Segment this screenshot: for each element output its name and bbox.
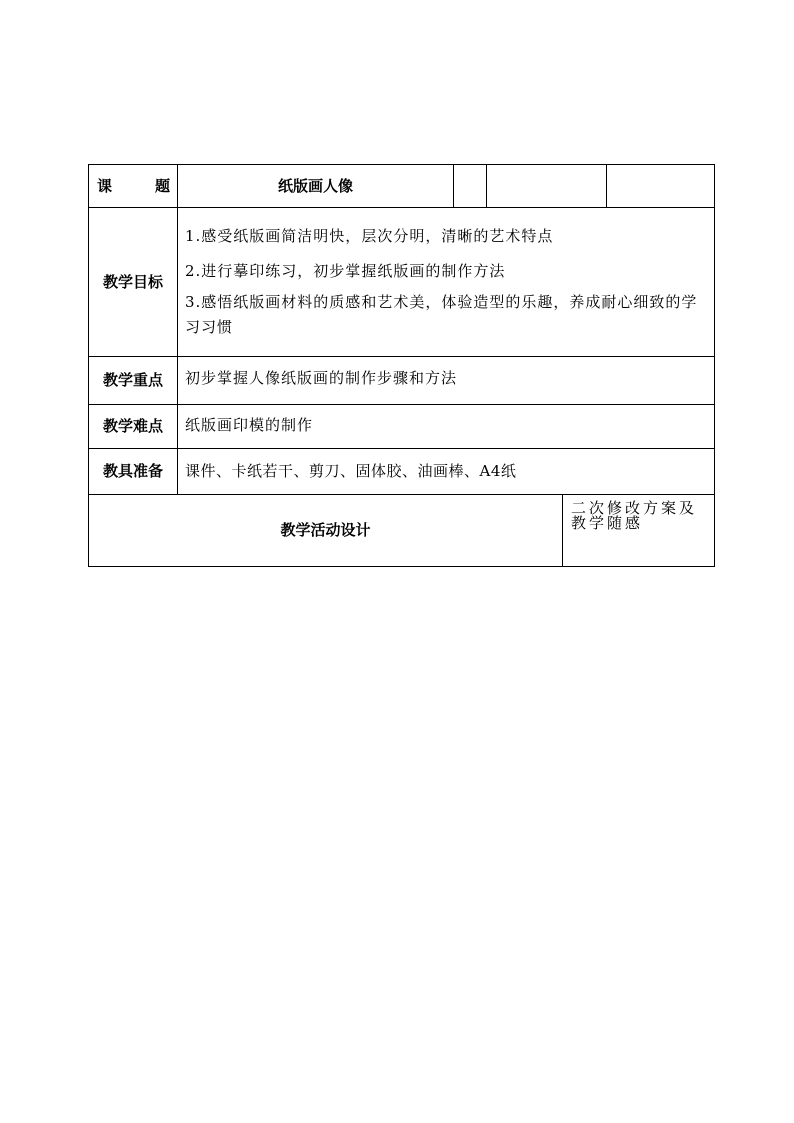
goals-content bbox=[178, 208, 715, 357]
topic-label-char-1: 课 bbox=[97, 176, 113, 195]
materials-row bbox=[89, 449, 715, 495]
topic-label-char-2: 题 bbox=[154, 176, 170, 195]
goal-item-3: 3.感悟纸版画材料的质感和艺术美，体验造型的乐趣，养成耐心细致的学习习惯 bbox=[185, 293, 698, 336]
topic-extra-cell-1 bbox=[454, 165, 487, 208]
lesson-plan-table bbox=[88, 164, 715, 567]
materials-label: 教具准备 bbox=[89, 449, 178, 495]
goal-item-1: 1.感受纸版画简洁明快，层次分明，清晰的艺术特点 bbox=[185, 227, 554, 245]
activity-row bbox=[89, 495, 715, 567]
key-point-label: 教学重点 bbox=[89, 357, 178, 405]
materials-value: 课件、卡纸若干、剪刀、固体胶、油画棒、A4纸 bbox=[178, 449, 715, 495]
revision-notes-label: 二次修改方案及教学随感 bbox=[563, 495, 715, 567]
topic-label bbox=[89, 176, 177, 195]
goals-row bbox=[89, 208, 715, 357]
topic-label-cell bbox=[89, 165, 178, 208]
key-point-value: 初步掌握人像纸版画的制作步骤和方法 bbox=[178, 357, 715, 405]
topic-extra-cell-2 bbox=[487, 165, 607, 208]
difficulty-value: 纸版画印模的制作 bbox=[178, 405, 715, 449]
key-point-row bbox=[89, 357, 715, 405]
activity-design-label: 教学活动设计 bbox=[89, 495, 563, 567]
goal-item-2: 2.进行摹印练习，初步掌握纸版画的制作方法 bbox=[185, 262, 506, 280]
difficulty-row bbox=[89, 405, 715, 449]
topic-value: 纸版画人像 bbox=[178, 165, 454, 208]
goals-label: 教学目标 bbox=[89, 208, 178, 357]
topic-extra-cell-3 bbox=[607, 165, 715, 208]
topic-row bbox=[89, 165, 715, 208]
difficulty-label: 教学难点 bbox=[89, 405, 178, 449]
